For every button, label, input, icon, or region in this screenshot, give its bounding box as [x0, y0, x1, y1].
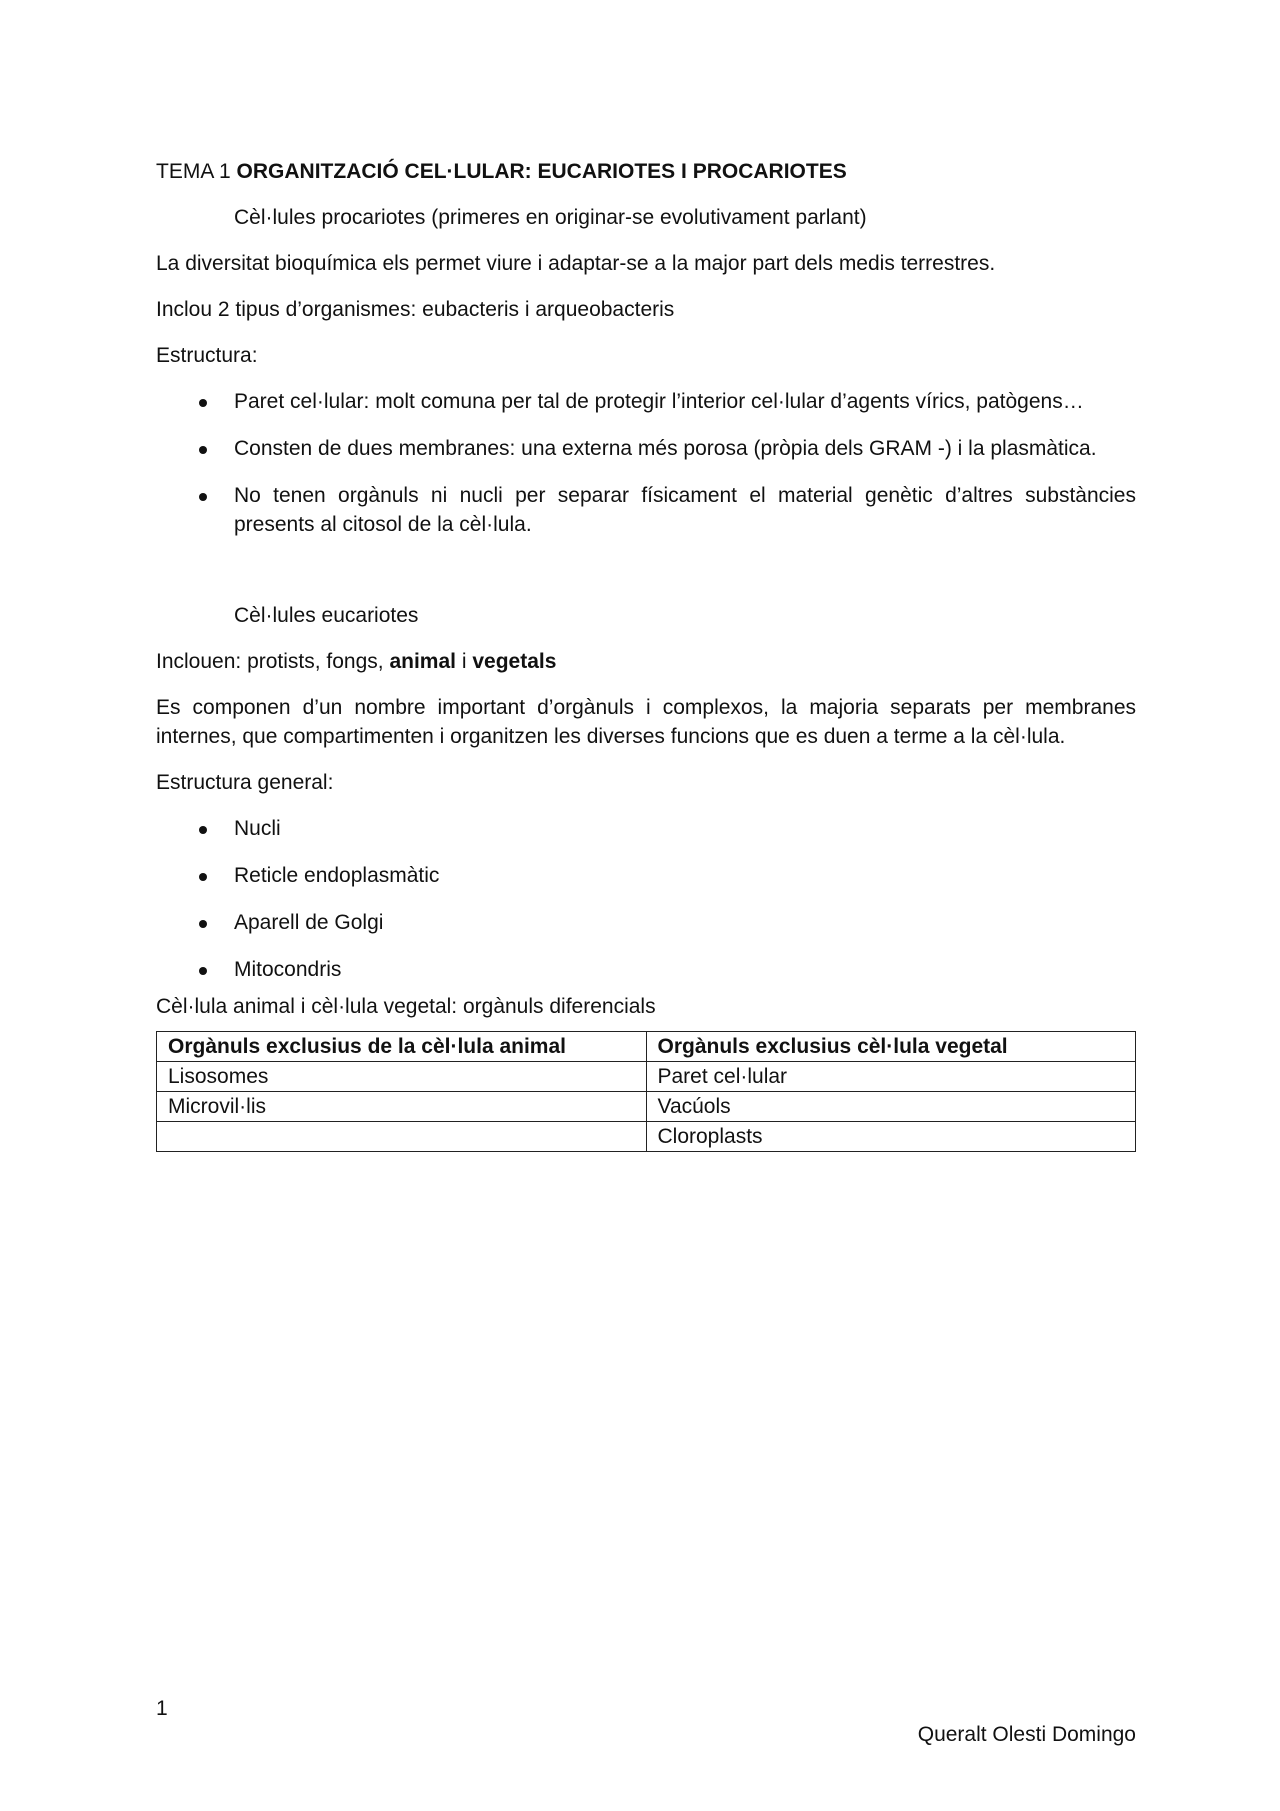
page-number: 1	[156, 1697, 168, 1720]
prokaryotes-paragraph-2: Inclou 2 tipus d’organismes: eubacteris i arqueobacteris	[156, 298, 675, 321]
comparison-label: Cèl·lula animal i cèl·lula vegetal: orgànuls diferencials	[156, 995, 656, 1018]
eukaryotes-includes: Inclouen: protists, fongs, animal i vegetals	[156, 650, 557, 673]
prokaryotes-heading: Cèl·lules procariotes (primeres en originar-se evolutivament parlant)	[234, 206, 867, 229]
table-row	[157, 1092, 1136, 1122]
table-cell: Paret cel·lular	[646, 1062, 1136, 1092]
table-cell: Cloroplasts	[646, 1122, 1136, 1152]
bullet-icon	[199, 399, 207, 407]
organelles-table	[156, 1031, 1136, 1152]
table-cell: Lisosomes	[157, 1062, 647, 1092]
prokaryotes-structure-label: Estructura:	[156, 344, 258, 367]
document-body	[156, 157, 1136, 1152]
prokaryotes-paragraph-1: La diversitat bioquímica els permet viure i adaptar-se a la major part dels medis terrestres.	[156, 252, 996, 275]
bullet-icon	[199, 873, 207, 881]
list-item: No tenen orgànuls ni nucli per separar físicament el material genètic d’altres substàncies presents al citosol de la cèl·lula.	[156, 481, 1136, 539]
prokaryotes-structure-list	[156, 387, 1136, 539]
bullet-icon	[199, 920, 207, 928]
section-spacer	[156, 557, 1136, 601]
list-item: Aparell de Golgi	[156, 908, 1136, 937]
list-item: Reticle endoplasmàtic	[156, 861, 1136, 890]
eukaryotes-structure-list	[156, 814, 1136, 984]
list-item: Nucli	[156, 814, 1136, 843]
title-prefix: TEMA 1	[156, 160, 231, 183]
table-header-cell: Orgànuls exclusius cèl·lula vegetal	[646, 1032, 1136, 1062]
bullet-icon	[199, 446, 207, 454]
bullet-icon	[199, 493, 207, 501]
table-row	[157, 1062, 1136, 1092]
table-cell: Vacúols	[646, 1092, 1136, 1122]
page-title	[156, 157, 1136, 186]
table-cell: Microvil·lis	[157, 1092, 647, 1122]
list-item: Paret cel·lular: molt comuna per tal de protegir l’interior cel·lular d’agents vírics, patògens…	[156, 387, 1136, 416]
bullet-icon	[199, 826, 207, 834]
list-item: Consten de dues membranes: una externa més porosa (pròpia dels GRAM -) i la plasmàtica.	[156, 434, 1136, 463]
table-header-row	[157, 1032, 1136, 1062]
eukaryotes-heading: Cèl·lules eucariotes	[234, 604, 419, 627]
author-name: Queralt Olesti Domingo	[917, 1723, 1136, 1746]
table-header-cell: Orgànuls exclusius de la cèl·lula animal	[157, 1032, 647, 1062]
table-row	[157, 1122, 1136, 1152]
eukaryotes-paragraph: Es componen d’un nombre important d’orgànuls i complexos, la majoria separats per membranes internes, que compartimenten i organitzen les diverses funcions que es duen a terme a la cèl·lula.	[156, 696, 1136, 748]
bullet-icon	[199, 967, 207, 975]
table-cell	[157, 1122, 647, 1152]
eukaryotes-structure-label: Estructura general:	[156, 771, 334, 794]
list-item: Mitocondris	[156, 955, 1136, 984]
title-bold: ORGANITZACIÓ CEL·LULAR: EUCARIOTES I PROCARIOTES	[236, 160, 847, 183]
